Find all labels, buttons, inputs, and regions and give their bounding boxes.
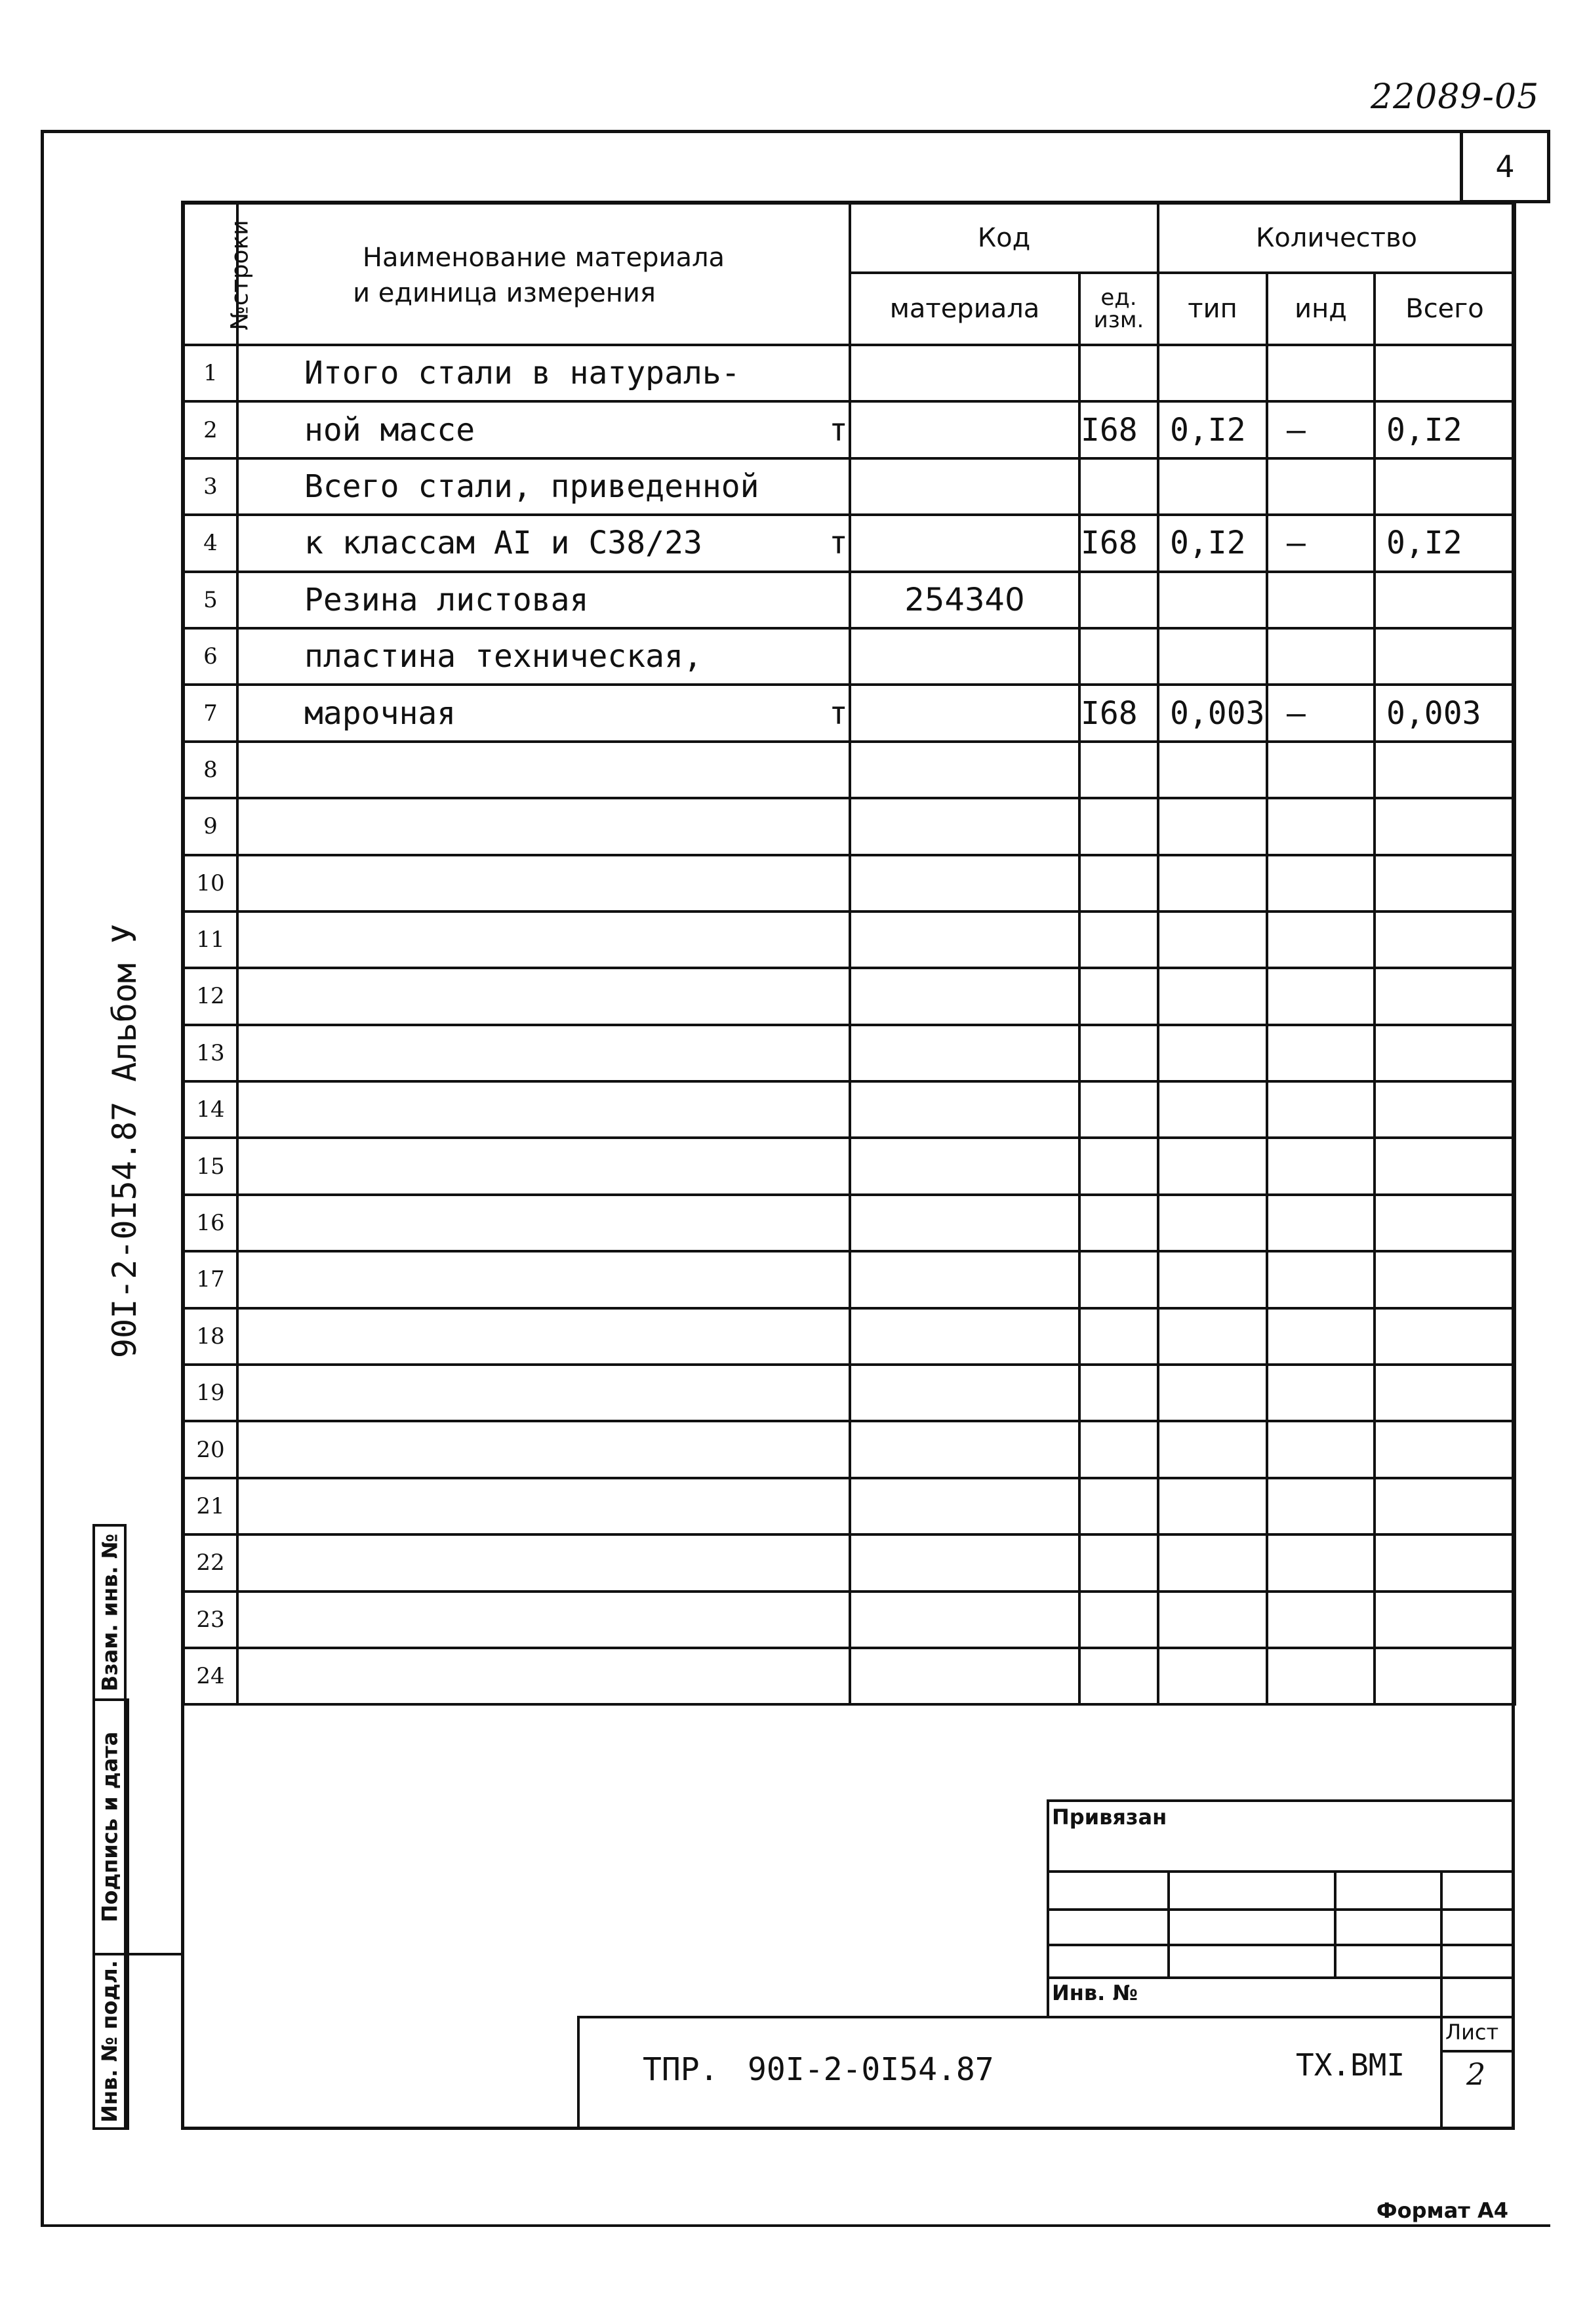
material-code-cell: [850, 685, 1079, 741]
material-name: Итого стали в натураль-: [304, 355, 740, 392]
unit-code-cell: [1079, 968, 1158, 1024]
row-number-cell: 12: [184, 968, 237, 1024]
table-row: [184, 458, 1515, 515]
unit-code-cell: [1079, 855, 1158, 912]
side-h-divider: [127, 1953, 182, 1955]
material-code-cell: [850, 1025, 1079, 1081]
qty-total-cell: [1375, 345, 1515, 401]
qty-type-cell: [1158, 1195, 1267, 1251]
row-number-cell: 17: [184, 1251, 237, 1308]
header-row-1: [184, 203, 1515, 273]
material-code-cell: [850, 1081, 1079, 1138]
qty-total-cell: [1375, 1534, 1515, 1591]
qty-type-cell: [1158, 1308, 1267, 1365]
material-code-cell: [850, 515, 1079, 571]
material-name: к классам AI и C38/23: [304, 525, 702, 562]
material-name: Резина листовая: [304, 581, 589, 618]
qty-ind-cell: [1267, 1308, 1375, 1365]
material-name-cell: [237, 1534, 850, 1591]
qty-ind-cell: [1267, 1138, 1375, 1194]
qty-total-cell: [1375, 1478, 1515, 1534]
row-number-cell: 7: [184, 685, 237, 741]
qty-type-cell: 0,003: [1158, 685, 1267, 741]
material-code-cell: [850, 1308, 1079, 1365]
material-name-cell: [237, 1365, 850, 1421]
qty-ind-cell: –: [1267, 685, 1375, 741]
qty-type-cell: [1158, 345, 1267, 401]
table-row: [184, 345, 1515, 401]
qty-total-cell: [1375, 968, 1515, 1024]
qty-type-cell: [1158, 798, 1267, 854]
row-number-cell: 4: [184, 515, 237, 571]
qty-total-cell: [1375, 1138, 1515, 1194]
qty-type-cell: [1158, 1365, 1267, 1421]
row-number-cell: 3: [184, 458, 237, 515]
header-qty-ind: инд: [1267, 273, 1375, 345]
table-row: [184, 1025, 1515, 1081]
qty-total-cell: [1375, 458, 1515, 515]
row-number-cell: 1: [184, 345, 237, 401]
material-code-cell: [850, 1534, 1079, 1591]
unit-code-cell: [1079, 798, 1158, 854]
stamp-line-3: [1047, 1944, 1515, 1946]
qty-ind-cell: [1267, 1592, 1375, 1648]
qty-type-cell: [1158, 1648, 1267, 1704]
material-code-cell: 254340: [850, 572, 1079, 628]
unit-code-cell: [1079, 572, 1158, 628]
material-code-cell: [850, 855, 1079, 912]
qty-ind-cell: [1267, 1081, 1375, 1138]
header-row-number: №строки: [184, 203, 237, 345]
qty-total-cell: [1375, 912, 1515, 968]
material-name: пластина техническая,: [304, 638, 702, 675]
qty-total-cell: 0,003: [1375, 685, 1515, 741]
row-number-cell: 11: [184, 912, 237, 968]
row-number-cell: 23: [184, 1592, 237, 1648]
material-name-cell: [237, 1592, 850, 1648]
qty-total-cell: 0,I2: [1375, 401, 1515, 458]
material-code-cell: [850, 798, 1079, 854]
row-number-cell: 24: [184, 1648, 237, 1704]
header-code-material: материала: [850, 273, 1079, 345]
stamp-designation: 90I-2-0I54.87: [748, 2051, 994, 2088]
qty-ind-cell: [1267, 1365, 1375, 1421]
material-code-cell: [850, 1421, 1079, 1477]
side-divider: [127, 1698, 129, 2130]
table-row: [184, 742, 1515, 798]
qty-total-cell: [1375, 1308, 1515, 1365]
stamp-sheet-mid: [1440, 2050, 1515, 2053]
material-name: марочная: [304, 694, 456, 732]
table-row: [184, 1308, 1515, 1365]
qty-type-cell: [1158, 855, 1267, 912]
unit-code-cell: I68: [1079, 515, 1158, 571]
unit-code-cell: [1079, 1534, 1158, 1591]
unit-code-cell: I68: [1079, 685, 1158, 741]
row-number-cell: 2: [184, 401, 237, 458]
qty-ind-cell: [1267, 628, 1375, 685]
page-number: 4: [1495, 149, 1515, 184]
qty-ind-cell: [1267, 458, 1375, 515]
row-number-cell: 22: [184, 1534, 237, 1591]
qty-type-cell: [1158, 1592, 1267, 1648]
table-row: [184, 685, 1515, 741]
qty-total-cell: [1375, 798, 1515, 854]
unit-code-cell: [1079, 912, 1158, 968]
qty-total-cell: [1375, 628, 1515, 685]
unit-code-cell: [1079, 1138, 1158, 1194]
unit-code-cell: [1079, 458, 1158, 515]
material-name-cell: [237, 1421, 850, 1477]
qty-ind-cell: [1267, 912, 1375, 968]
side-replaced-inv: Взам. инв. №: [92, 1524, 127, 1698]
table-row: [184, 855, 1515, 912]
row-number-cell: 14: [184, 1081, 237, 1138]
stamp-inv-no: Инв. №: [1052, 1980, 1138, 2005]
material-name-cell: [237, 685, 850, 741]
table-row: [184, 1365, 1515, 1421]
unit-code-cell: [1079, 345, 1158, 401]
unit-ton-mark: т: [829, 525, 848, 562]
stamp-col-2: [1334, 1870, 1336, 1976]
stamp-line-1: [1047, 1870, 1515, 1873]
unit-code-cell: [1079, 1648, 1158, 1704]
unit-code-cell: [1079, 742, 1158, 798]
table-row: [184, 1081, 1515, 1138]
side-inv-original: Инв. № подл.: [92, 1953, 127, 2130]
table-row: [184, 515, 1515, 571]
stamp-line-4: [1047, 1976, 1515, 1979]
material-name-cell: [237, 742, 850, 798]
unit-code-cell: [1079, 1025, 1158, 1081]
qty-ind-cell: [1267, 1648, 1375, 1704]
unit-code-cell: [1079, 1308, 1158, 1365]
qty-total-cell: [1375, 1195, 1515, 1251]
qty-ind-cell: [1267, 1025, 1375, 1081]
material-name-cell: [237, 1025, 850, 1081]
qty-total-cell: [1375, 572, 1515, 628]
unit-code-cell: [1079, 1365, 1158, 1421]
unit-ton-mark: т: [829, 411, 848, 449]
qty-total-cell: [1375, 855, 1515, 912]
qty-type-cell: [1158, 1251, 1267, 1308]
material-code-cell: [850, 968, 1079, 1024]
qty-ind-cell: [1267, 572, 1375, 628]
qty-ind-cell: [1267, 742, 1375, 798]
table-row: [184, 401, 1515, 458]
unit-ton-mark: т: [829, 694, 848, 732]
material-name-cell: [237, 855, 850, 912]
material-code-cell: [850, 1648, 1079, 1704]
material-name: ной массе: [304, 411, 475, 449]
material-code-cell: [850, 1478, 1079, 1534]
row-number-cell: 21: [184, 1478, 237, 1534]
material-code-cell: [850, 345, 1079, 401]
stamp-sheet-label: Лист: [1445, 2020, 1499, 2045]
qty-type-cell: [1158, 572, 1267, 628]
unit-code-cell: [1079, 1478, 1158, 1534]
qty-total-cell: [1375, 1251, 1515, 1308]
stamp-attached: Привязан: [1052, 1805, 1167, 1830]
qty-total-cell: [1375, 1081, 1515, 1138]
material-code-cell: [850, 401, 1079, 458]
handwritten-document-number: 22089-05: [1371, 77, 1540, 117]
material-name-cell: [237, 515, 850, 571]
material-code-cell: [850, 628, 1079, 685]
table-row: [184, 1648, 1515, 1704]
material-code-cell: [850, 1251, 1079, 1308]
material-code-cell: [850, 458, 1079, 515]
qty-ind-cell: [1267, 798, 1375, 854]
material-name-cell: [237, 1138, 850, 1194]
stamp-line-2: [1047, 1908, 1515, 1911]
qty-ind-cell: [1267, 968, 1375, 1024]
unit-code-cell: [1079, 1195, 1158, 1251]
unit-code-cell: I68: [1079, 401, 1158, 458]
format-label: Формат А4: [1376, 2198, 1508, 2223]
qty-ind-cell: [1267, 1421, 1375, 1477]
material-name: Всего стали, приведенной: [304, 468, 759, 505]
album-title: 90I-2-0I54.87 Альбом У: [106, 923, 144, 1359]
page-number-box: [1460, 130, 1550, 203]
qty-type-cell: [1158, 1534, 1267, 1591]
table-row: [184, 572, 1515, 628]
table-row: [184, 628, 1515, 685]
side-signature-date: Подпись и дата: [92, 1698, 127, 1953]
qty-ind-cell: –: [1267, 401, 1375, 458]
qty-type-cell: [1158, 1025, 1267, 1081]
qty-ind-cell: [1267, 1251, 1375, 1308]
qty-total-cell: [1375, 1592, 1515, 1648]
material-name-cell: [237, 401, 850, 458]
material-name-cell: [237, 798, 850, 854]
table-row: [184, 798, 1515, 854]
row-number-cell: 6: [184, 628, 237, 685]
qty-total-cell: 0,I2: [1375, 515, 1515, 571]
material-name-cell: [237, 572, 850, 628]
material-code-cell: [850, 1138, 1079, 1194]
unit-code-cell: [1079, 1592, 1158, 1648]
qty-ind-cell: [1267, 1478, 1375, 1534]
table-row: [184, 1195, 1515, 1251]
qty-ind-cell: –: [1267, 515, 1375, 571]
qty-type-cell: 0,I2: [1158, 515, 1267, 571]
table-row: [184, 1138, 1515, 1194]
unit-code-cell: [1079, 1081, 1158, 1138]
unit-code-cell: [1079, 1421, 1158, 1477]
material-code-cell: [850, 742, 1079, 798]
material-code-cell: [850, 912, 1079, 968]
materials-table: [182, 202, 1516, 1706]
material-name-cell: [237, 1648, 850, 1704]
qty-type-cell: [1158, 1081, 1267, 1138]
qty-type-cell: [1158, 1478, 1267, 1534]
header-quantity: Количество: [1158, 203, 1515, 273]
stamp-section: ТХ.ВМI: [1296, 2047, 1405, 2083]
material-code-cell: [850, 1365, 1079, 1421]
qty-type-cell: 0,I2: [1158, 401, 1267, 458]
row-number-cell: 8: [184, 742, 237, 798]
table-row: [184, 1478, 1515, 1534]
qty-type-cell: [1158, 628, 1267, 685]
header-code-unit: ед. изм.: [1079, 273, 1158, 345]
qty-type-cell: [1158, 458, 1267, 515]
qty-type-cell: [1158, 742, 1267, 798]
table-row: [184, 1421, 1515, 1477]
qty-ind-cell: [1267, 1195, 1375, 1251]
stamp-col-1: [1167, 1870, 1170, 1976]
table-row: [184, 1534, 1515, 1591]
row-number-cell: 13: [184, 1025, 237, 1081]
qty-type-cell: [1158, 912, 1267, 968]
table-row: [184, 1592, 1515, 1648]
stamp-sheet-left: [1440, 2016, 1443, 2130]
row-number-cell: 15: [184, 1138, 237, 1194]
qty-total-cell: [1375, 742, 1515, 798]
row-number-cell: 5: [184, 572, 237, 628]
row-number-cell: 19: [184, 1365, 237, 1421]
row-number-cell: 10: [184, 855, 237, 912]
row-number-cell: 20: [184, 1421, 237, 1477]
material-code-cell: [850, 1592, 1079, 1648]
stamp-top-line: [1047, 1799, 1515, 1802]
stamp-main-left: [577, 2016, 580, 2130]
stamp-sheet-number: 2: [1466, 2056, 1486, 2092]
material-name-cell: [237, 912, 850, 968]
row-number-cell: 18: [184, 1308, 237, 1365]
qty-total-cell: [1375, 1648, 1515, 1704]
qty-ind-cell: [1267, 855, 1375, 912]
table-row: [184, 1251, 1515, 1308]
stamp-left-border: [1047, 1799, 1049, 2016]
qty-ind-cell: [1267, 1534, 1375, 1591]
material-code-cell: [850, 1195, 1079, 1251]
row-number-cell: 9: [184, 798, 237, 854]
stamp-designation-prefix: ТПР.: [643, 2051, 719, 2088]
material-name-cell: [237, 1081, 850, 1138]
material-name-cell: [237, 1195, 850, 1251]
material-name-cell: [237, 968, 850, 1024]
unit-code-cell: [1079, 1251, 1158, 1308]
qty-ind-cell: [1267, 345, 1375, 401]
header-name: Наименование материала и единица измерения: [237, 203, 850, 345]
header-qty-type: тип: [1158, 273, 1267, 345]
qty-type-cell: [1158, 1421, 1267, 1477]
qty-type-cell: [1158, 968, 1267, 1024]
qty-type-cell: [1158, 1138, 1267, 1194]
stamp-col-3: [1440, 1870, 1443, 2016]
header-code: Код: [850, 203, 1158, 273]
material-name-cell: [237, 458, 850, 515]
row-number-cell: 16: [184, 1195, 237, 1251]
unit-code-cell: [1079, 628, 1158, 685]
material-name-cell: [237, 1478, 850, 1534]
header-qty-total: Всего: [1375, 273, 1515, 345]
material-name-cell: [237, 1251, 850, 1308]
qty-total-cell: [1375, 1421, 1515, 1477]
material-name-cell: [237, 628, 850, 685]
table-row: [184, 912, 1515, 968]
stamp-main-top: [577, 2016, 1515, 2018]
material-name-cell: [237, 345, 850, 401]
qty-total-cell: [1375, 1365, 1515, 1421]
qty-total-cell: [1375, 1025, 1515, 1081]
table-row: [184, 968, 1515, 1024]
material-name-cell: [237, 1308, 850, 1365]
